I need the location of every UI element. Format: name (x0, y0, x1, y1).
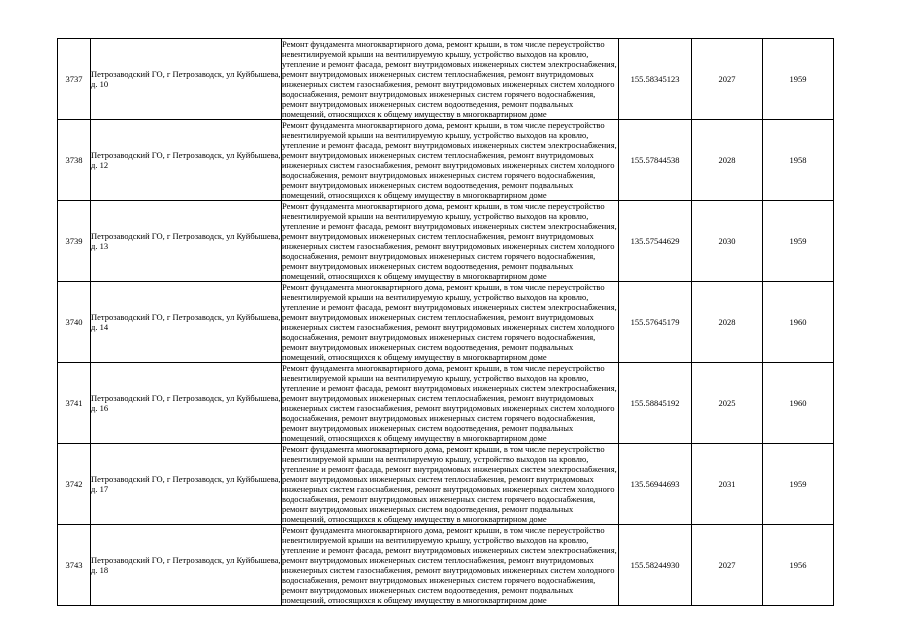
address-cell: Петрозаводский ГО, г Петрозаводск, ул Куйбышева, д. 14 (91, 282, 282, 363)
cost-cell: 155.58845192 (619, 363, 692, 444)
planned-year-cell: 2028 (692, 120, 763, 201)
works-cell (282, 363, 619, 444)
row-number: 3741 (58, 363, 91, 444)
cost-cell: 155.57645179 (619, 282, 692, 363)
built-year-cell: 1959 (763, 444, 834, 525)
table-row (58, 363, 834, 444)
row-number: 3740 (58, 282, 91, 363)
built-year-cell: 1960 (763, 282, 834, 363)
cost-cell: 155.58244930 (619, 525, 692, 606)
planned-year-cell: 2028 (692, 282, 763, 363)
works-cell (282, 525, 619, 606)
cost-cell: 155.58345123 (619, 39, 692, 120)
row-number: 3738 (58, 120, 91, 201)
planned-year-cell: 2031 (692, 444, 763, 525)
built-year-cell: 1959 (763, 201, 834, 282)
planned-year-cell: 2025 (692, 363, 763, 444)
cost-cell: 135.56944693 (619, 444, 692, 525)
works-text: Ремонт фундамента многоквартирного дома, ремонт крыши, в том числе переустройство невентилируемой крыши на вентилируемую крышу, устройство выходов на кровлю, утепление и ремонт фасада, ремонт внутридомовых инженерных систем электроснабжения, ремонт внутридомовых инженерных систем теплоснабжения, ремонт внутридомовых инженерных систем газоснабжения, ремонт внутридомовых инженерных систем холодного водоснабжения, ремонт внутридомовых инженерных систем горячего водоснабжения, ремонт внутридомовых инженерных систем водоотведения, ремонт подвальных помещений, относящихся к общему имуществу в многоквартирном доме (282, 444, 617, 524)
planned-year-cell: 2027 (692, 525, 763, 606)
row-number: 3739 (58, 201, 91, 282)
planned-year-cell: 2027 (692, 39, 763, 120)
address-cell: Петрозаводский ГО, г Петрозаводск, ул Куйбышева, д. 13 (91, 201, 282, 282)
works-text: Ремонт фундамента многоквартирного дома, ремонт крыши, в том числе переустройство невентилируемой крыши на вентилируемую крышу, устройство выходов на кровлю, утепление и ремонт фасада, ремонт внутридомовых инженерных систем электроснабжения, ремонт внутридомовых инженерных систем теплоснабжения, ремонт внутридомовых инженерных систем газоснабжения, ремонт внутридомовых инженерных систем холодного водоснабжения, ремонт внутридомовых инженерных систем горячего водоснабжения, ремонт внутридомовых инженерных систем водоотведения, ремонт подвальных помещений, относящихся к общему имуществу в многоквартирном доме (282, 282, 617, 362)
cost-cell: 135.57544629 (619, 201, 692, 282)
cost-cell: 155.57844538 (619, 120, 692, 201)
address-cell: Петрозаводский ГО, г Петрозаводск, ул Куйбышева, д. 18 (91, 525, 282, 606)
table-row (58, 525, 834, 606)
address-cell: Петрозаводский ГО, г Петрозаводск, ул Куйбышева, д. 16 (91, 363, 282, 444)
address-cell: Петрозаводский ГО, г Петрозаводск, ул Куйбышева, д. 12 (91, 120, 282, 201)
table-row (58, 282, 834, 363)
table-row (58, 39, 834, 120)
table-row (58, 444, 834, 525)
works-cell (282, 39, 619, 120)
works-cell (282, 201, 619, 282)
built-year-cell: 1959 (763, 39, 834, 120)
row-number: 3742 (58, 444, 91, 525)
table-row (58, 120, 834, 201)
address-cell: Петрозаводский ГО, г Петрозаводск, ул Куйбышева, д. 10 (91, 39, 282, 120)
works-text: Ремонт фундамента многоквартирного дома, ремонт крыши, в том числе переустройство невентилируемой крыши на вентилируемую крышу, устройство выходов на кровлю, утепление и ремонт фасада, ремонт внутридомовых инженерных систем электроснабжения, ремонт внутридомовых инженерных систем теплоснабжения, ремонт внутридомовых инженерных систем газоснабжения, ремонт внутридомовых инженерных систем холодного водоснабжения, ремонт внутридомовых инженерных систем горячего водоснабжения, ремонт внутридомовых инженерных систем водоотведения, ремонт подвальных помещений, относящихся к общему имуществу в многоквартирном доме (282, 525, 617, 605)
works-cell (282, 120, 619, 201)
works-text: Ремонт фундамента многоквартирного дома, ремонт крыши, в том числе переустройство невентилируемой крыши на вентилируемую крышу, устройство выходов на кровлю, утепление и ремонт фасада, ремонт внутридомовых инженерных систем электроснабжения, ремонт внутридомовых инженерных систем теплоснабжения, ремонт внутридомовых инженерных систем газоснабжения, ремонт внутридомовых инженерных систем холодного водоснабжения, ремонт внутридомовых инженерных систем горячего водоснабжения, ремонт внутридомовых инженерных систем водоотведения, ремонт подвальных помещений, относящихся к общему имуществу в многоквартирном доме (282, 201, 617, 281)
built-year-cell: 1956 (763, 525, 834, 606)
works-cell (282, 282, 619, 363)
works-text: Ремонт фундамента многоквартирного дома, ремонт крыши, в том числе переустройство невентилируемой крыши на вентилируемую крышу, устройство выходов на кровлю, утепление и ремонт фасада, ремонт внутридомовых инженерных систем электроснабжения, ремонт внутридомовых инженерных систем теплоснабжения, ремонт внутридомовых инженерных систем газоснабжения, ремонт внутридомовых инженерных систем холодного водоснабжения, ремонт внутридомовых инженерных систем горячего водоснабжения, ремонт внутридомовых инженерных систем водоотведения, ремонт подвальных помещений, относящихся к общему имуществу в многоквартирном доме (282, 120, 617, 200)
address-cell: Петрозаводский ГО, г Петрозаводск, ул Куйбышева, д. 17 (91, 444, 282, 525)
houses-table (57, 38, 834, 606)
planned-year-cell: 2030 (692, 201, 763, 282)
works-cell (282, 444, 619, 525)
row-number: 3737 (58, 39, 91, 120)
built-year-cell: 1960 (763, 363, 834, 444)
row-number: 3743 (58, 525, 91, 606)
table-row (58, 201, 834, 282)
built-year-cell: 1958 (763, 120, 834, 201)
works-text: Ремонт фундамента многоквартирного дома, ремонт крыши, в том числе переустройство невентилируемой крыши на вентилируемую крышу, устройство выходов на кровлю, утепление и ремонт фасада, ремонт внутридомовых инженерных систем электроснабжения, ремонт внутридомовых инженерных систем теплоснабжения, ремонт внутридомовых инженерных систем газоснабжения, ремонт внутридомовых инженерных систем холодного водоснабжения, ремонт внутридомовых инженерных систем горячего водоснабжения, ремонт внутридомовых инженерных систем водоотведения, ремонт подвальных помещений, относящихся к общему имуществу в многоквартирном доме (282, 39, 617, 119)
works-text: Ремонт фундамента многоквартирного дома, ремонт крыши, в том числе переустройство невентилируемой крыши на вентилируемую крышу, устройство выходов на кровлю, утепление и ремонт фасада, ремонт внутридомовых инженерных систем электроснабжения, ремонт внутридомовых инженерных систем теплоснабжения, ремонт внутридомовых инженерных систем газоснабжения, ремонт внутридомовых инженерных систем холодного водоснабжения, ремонт внутридомовых инженерных систем горячего водоснабжения, ремонт внутридомовых инженерных систем водоотведения, ремонт подвальных помещений, относящихся к общему имуществу в многоквартирном доме (282, 363, 617, 443)
